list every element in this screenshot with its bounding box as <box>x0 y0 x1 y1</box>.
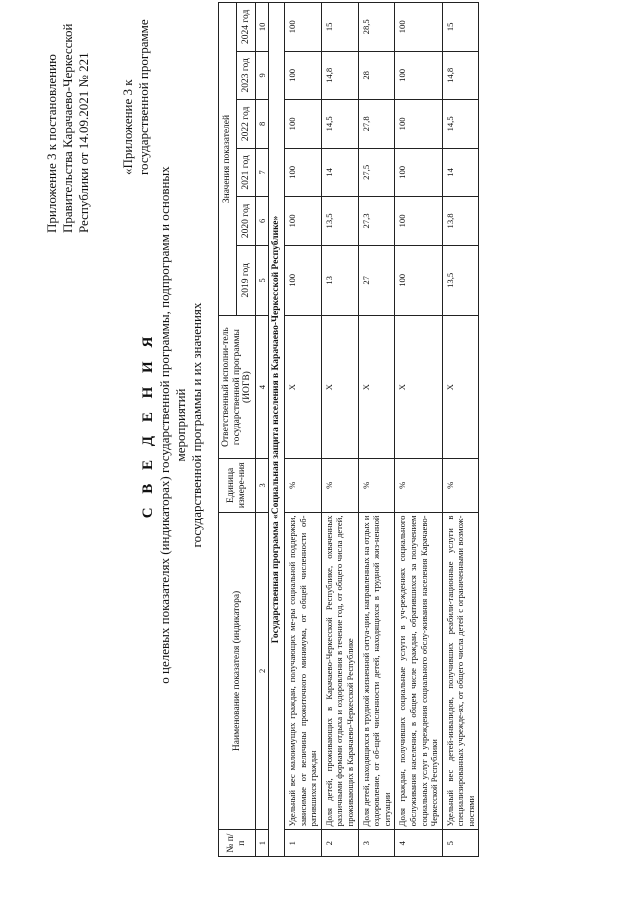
title-main: С В Е Д Е Н И Я <box>140 331 156 519</box>
table-row <box>442 3 479 857</box>
value-cell: 28,5 <box>358 3 395 52</box>
value-cell: 100 <box>395 197 442 246</box>
header-year: 2022 год <box>237 100 255 149</box>
appendix-line: Правительства Карачаево-Черкесской <box>60 23 75 233</box>
value-cell: 100 <box>395 245 442 315</box>
unit-cell: % <box>395 459 442 512</box>
unit-cell: % <box>442 459 479 512</box>
indicator-name: Доля детей, проживающих в Карачаево-Черкесской Республике, охваченных различными формами отдыха и оздоровления в течение год, от общего числа детей, проживающих в Карачаево-Черкесской Республике <box>321 512 358 830</box>
unit-cell: % <box>321 459 358 512</box>
header-unit: Единица измере-ния <box>219 459 256 512</box>
value-cell: 14,5 <box>442 100 479 149</box>
table-row <box>395 3 442 857</box>
header-name: Наименование показателя (индикатора) <box>219 512 256 830</box>
header-exec: Ответственный исполни-тель государственной программы (ИОГВ) <box>219 316 256 459</box>
value-cell: 100 <box>284 148 321 197</box>
value-cell: 100 <box>284 3 321 52</box>
value-cell: 14,8 <box>442 51 479 100</box>
appendix-block <box>44 3 92 233</box>
value-cell: 27 <box>358 245 395 315</box>
value-cell: 100 <box>284 100 321 149</box>
header-values: Значения показателей <box>219 3 237 316</box>
value-cell: 13,8 <box>442 197 479 246</box>
header-year: 2019 год <box>237 245 255 315</box>
program-row <box>269 3 285 857</box>
column-number-row <box>255 3 269 857</box>
col-number: 6 <box>255 197 269 246</box>
unit-cell: % <box>358 459 395 512</box>
col-number: 9 <box>255 51 269 100</box>
value-cell: 100 <box>395 3 442 52</box>
executor-cell: Х <box>284 316 321 459</box>
col-number: 4 <box>255 316 269 459</box>
value-cell: 14,5 <box>321 100 358 149</box>
executor-cell: Х <box>442 316 479 459</box>
value-cell: 100 <box>395 148 442 197</box>
indicator-name: Удельный вес детей-инвалидов, получивших реабили-тационные услуги в специализированных учрежде-ях, от общего числа детей с ограниченными возмож-ностями <box>442 512 479 830</box>
row-number: 2 <box>321 830 358 857</box>
program-title: Государственная программа «Социальная защита населения в Карачаево-Черкесской Республике» <box>269 3 285 857</box>
table-row <box>284 3 321 857</box>
value-cell: 13,5 <box>321 197 358 246</box>
col-number: 7 <box>255 148 269 197</box>
unit-cell: % <box>284 459 321 512</box>
indicator-name: Доля детей, находящихся в трудной жизненной ситуа-ции, направленных на отдых и оздоровление, от об-щей численности детей, находящихся в трудной жиз-ненной ситуации <box>358 512 395 830</box>
value-cell: 14 <box>321 148 358 197</box>
col-number: 2 <box>255 512 269 830</box>
document-title <box>140 145 205 705</box>
title-sub: государственной программы и их значениях <box>189 302 204 548</box>
appendix-ref-line: государственной программе <box>136 19 151 175</box>
value-cell: 100 <box>284 245 321 315</box>
value-cell: 100 <box>284 51 321 100</box>
value-cell: 15 <box>442 3 479 52</box>
header-year: 2023 год <box>237 51 255 100</box>
value-cell: 13,5 <box>442 245 479 315</box>
row-number: 1 <box>284 830 321 857</box>
indicator-name: Доля граждан, получивших социальные услуги в уч-реждениях социального обслуживания населения, в общем числе граждан, обратившихся за получением социальных услуг в учреждения социального обслу-живания населения Карачаево-Черкесской Республики <box>395 512 442 830</box>
title-sub: о целевых показателях (индикаторах) государственной программы, подпрограмм и основных мероприятий <box>157 166 188 684</box>
header-year: 2024 год <box>237 3 255 52</box>
value-cell: 27,5 <box>358 148 395 197</box>
table-body <box>284 3 479 857</box>
header-year: 2021 год <box>237 148 255 197</box>
executor-cell: Х <box>321 316 358 459</box>
appendix-line: Республики от 14.09.2021 № 221 <box>76 52 91 233</box>
appendix-line: Приложение 3 к постановлению <box>44 54 59 233</box>
value-cell: 15 <box>321 3 358 52</box>
header-year: 2020 год <box>237 197 255 246</box>
indicators-table <box>218 2 479 857</box>
col-number: 3 <box>255 459 269 512</box>
table-row <box>358 3 395 857</box>
col-number: 5 <box>255 245 269 315</box>
executor-cell: Х <box>395 316 442 459</box>
executor-cell: Х <box>358 316 395 459</box>
col-number: 10 <box>255 3 269 52</box>
value-cell: 27,8 <box>358 100 395 149</box>
col-number: 8 <box>255 100 269 149</box>
appendix-ref-line: «Приложение 3 к <box>120 79 135 175</box>
value-cell: 100 <box>395 100 442 149</box>
header-num: № п/п <box>219 830 256 857</box>
value-cell: 100 <box>395 51 442 100</box>
header-row <box>219 3 237 857</box>
value-cell: 100 <box>284 197 321 246</box>
value-cell: 27,3 <box>358 197 395 246</box>
value-cell: 13 <box>321 245 358 315</box>
value-cell: 28 <box>358 51 395 100</box>
row-number: 5 <box>442 830 479 857</box>
indicator-name: Удельный вес малоимущих граждан, получающих ме-ры социальной поддержки, зависимые от величины прожиточного минимума, от общей численности об-ратившихся граждан <box>284 512 321 830</box>
col-number: 1 <box>255 830 269 857</box>
table-row <box>321 3 358 857</box>
value-cell: 14 <box>442 148 479 197</box>
row-number: 3 <box>358 830 395 857</box>
row-number: 4 <box>395 830 442 857</box>
value-cell: 14,8 <box>321 51 358 100</box>
